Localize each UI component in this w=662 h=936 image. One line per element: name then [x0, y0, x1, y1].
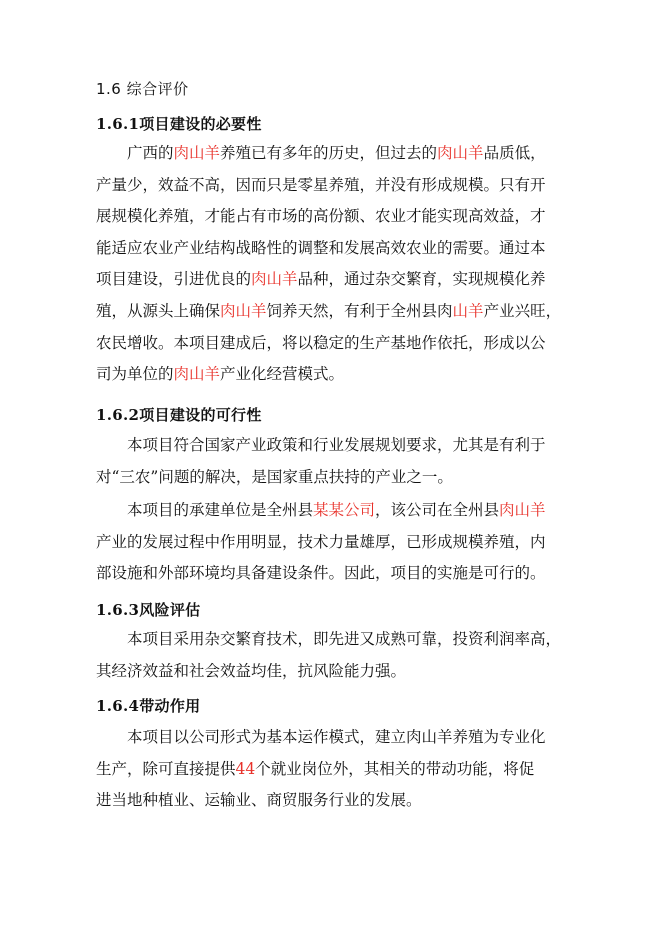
text-segment: 农民增收。本项目建成后，将以稳定的生产基地作依托，形成以公	[96, 333, 546, 352]
text-line	[96, 785, 586, 817]
text-line	[96, 495, 586, 527]
paragraph-necessity	[96, 138, 586, 391]
text-line	[96, 624, 586, 656]
text-segment: 本项目以公司形式为基本运作模式，建立肉山羊养殖为专业化	[127, 728, 546, 746]
text-segment: 司为单位的	[96, 365, 174, 384]
text-line	[96, 462, 586, 494]
section-heading: 1.6 综合评价	[96, 80, 189, 98]
text-line	[96, 430, 586, 462]
text-line	[96, 201, 586, 233]
text-line	[96, 558, 586, 590]
text-segment: 项目建设，引进优良的	[96, 270, 252, 289]
text-segment: 产量少，效益不高，因而只是零星养殖，并没有形成规模。只有开	[96, 175, 546, 194]
highlighted-text: 肉山羊	[173, 365, 221, 384]
text-segment: 部设施和外部环境均具备建设条件。因此，项目的实施是可行的。	[96, 564, 546, 583]
text-segment: 产业化经营模式。	[220, 365, 345, 384]
text-segment: 本项目采用杂交繁育技术，即先进又成熟可靠，投资利润率高，	[127, 630, 562, 648]
text-segment: 广西的	[127, 144, 174, 162]
text-line	[96, 722, 586, 754]
text-segment: 品质低，	[483, 144, 546, 162]
text-segment: 展规模化养殖，才能占有市场的高份额、农业才能实现高效益，才	[96, 207, 546, 226]
text-line	[96, 170, 586, 202]
text-segment: 对“三农”问题的解决，是国家重点扶持的产业之一。	[96, 467, 453, 486]
subsection-title-necessity: 1.6.1项目建设的必要性	[96, 115, 262, 133]
highlighted-text: 44	[235, 759, 256, 778]
text-segment: 殖，从源头上确保	[96, 301, 221, 320]
text-segment: 本项目的承建单位是全州县	[127, 501, 314, 519]
text-segment: 生产，除可直接提供	[96, 759, 236, 778]
subsection-title-driving-effect: 1.6.4带动作用	[96, 697, 201, 715]
text-segment: 饲养天然，有利于全州县肉	[266, 301, 453, 320]
paragraph-risk	[96, 624, 586, 687]
paragraph-driving-effect	[96, 722, 586, 817]
text-line	[96, 527, 586, 559]
text-segment: 进当地种植业、运输业、商贸服务行业的发展。	[96, 791, 422, 810]
highlighted-text: 肉山羊	[251, 270, 298, 289]
text-segment: 其经济效益和社会效益均佳，抗风险能力强。	[96, 661, 407, 680]
highlighted-text: 山羊	[452, 301, 484, 320]
text-line	[96, 264, 586, 296]
text-line	[96, 656, 586, 688]
paragraph-feasibility-2	[96, 495, 586, 590]
text-line	[96, 138, 586, 170]
text-segment: 本项目符合国家产业政策和行业发展规划要求，尤其是有利于	[127, 436, 546, 454]
highlighted-text: 肉山羊	[220, 301, 267, 320]
highlighted-text: 某某公司	[313, 501, 376, 519]
paragraph-feasibility-1	[96, 430, 586, 493]
text-segment: 产业的发展过程中作用明显，技术力量雄厚，已形成规模养殖，内	[96, 532, 546, 551]
text-segment: 个就业岗位外，其相关的带动功能，将促	[255, 759, 535, 778]
highlighted-text: 肉山羊	[173, 144, 221, 162]
text-line	[96, 359, 586, 391]
text-segment: 品种，通过杂交繁育，实现规模化养	[297, 270, 546, 289]
highlighted-text: 肉山羊	[437, 144, 484, 162]
text-line	[96, 296, 586, 328]
text-line	[96, 233, 586, 265]
text-segment: 养殖已有多年的历史，但过去的	[220, 144, 438, 162]
text-segment: 能适应农业产业结构战略性的调整和发展高效农业的需要。通过本	[96, 238, 546, 257]
highlighted-text: 肉山羊	[499, 501, 546, 519]
subsection-title-risk: 1.6.3风险评估	[96, 601, 201, 619]
text-line	[96, 754, 586, 786]
subsection-title-feasibility: 1.6.2项目建设的可行性	[96, 406, 262, 424]
text-line	[96, 328, 586, 360]
text-segment: 产业兴旺，	[483, 301, 562, 320]
text-segment: ，该公司在全州县	[375, 501, 500, 519]
